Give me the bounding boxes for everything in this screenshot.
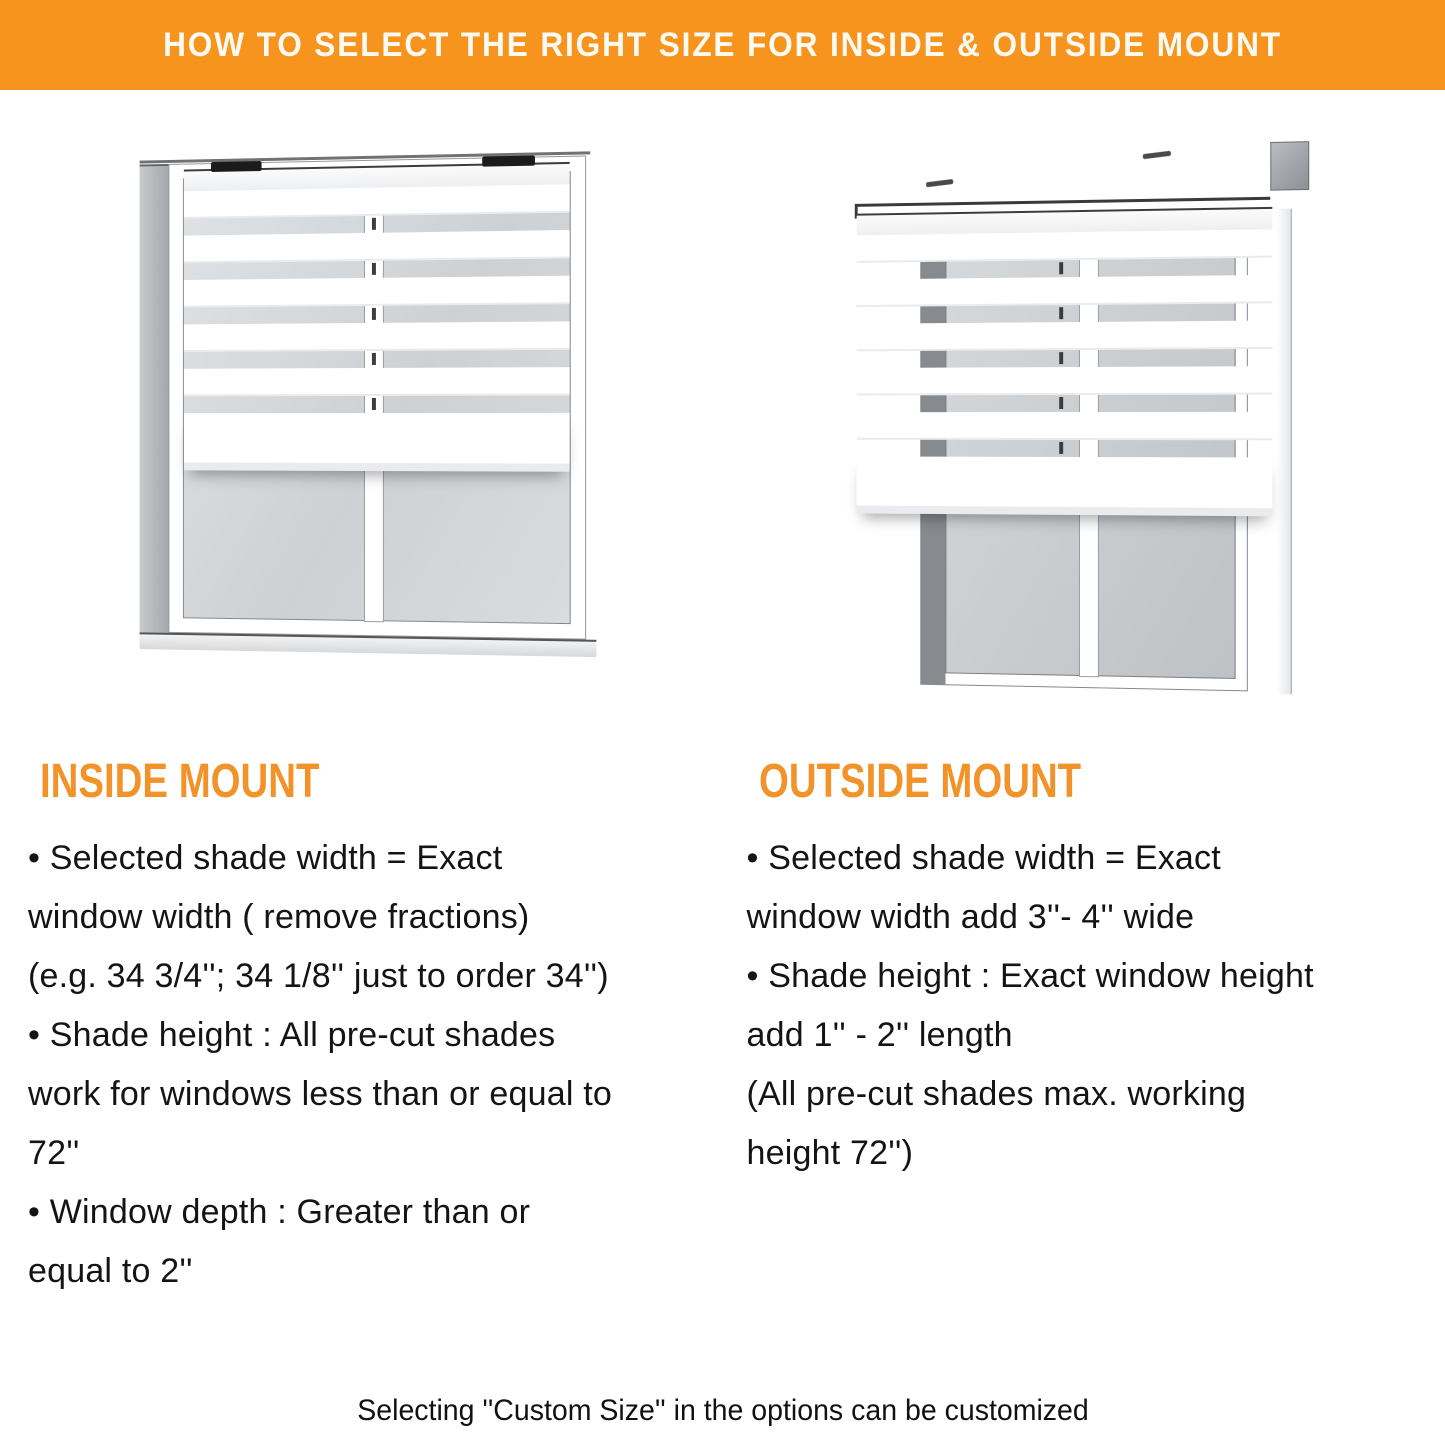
wall-mark <box>926 179 954 187</box>
shade-fabric-stripes <box>856 229 1272 457</box>
instruction-line: window width ( remove fractions) <box>28 898 530 936</box>
inside-mount-illustration <box>128 134 598 714</box>
zebra-shade <box>856 207 1272 511</box>
instruction-line: equal to 2'' <box>28 1252 193 1290</box>
instruction-line: • Shade height : All pre-cut shades <box>28 1016 556 1054</box>
outside-mount-instructions <box>747 829 1418 1183</box>
instruction-line: 72'' <box>28 1134 80 1172</box>
window-right-frame <box>1276 209 1290 695</box>
instruction-line: • Shade height : Exact window height <box>746 957 1314 995</box>
inside-mount-heading: INSIDE MOUNT <box>40 755 320 808</box>
shade-fabric-stripes <box>184 184 570 413</box>
instruction-line: work for windows less than or equal to <box>28 1075 612 1113</box>
footer-note-row <box>0 1394 1445 1432</box>
shade-bottom-rail <box>184 413 570 472</box>
outside-mount-section <box>747 116 1418 1301</box>
wall-mark <box>1142 151 1170 160</box>
outside-mount-illustration <box>847 134 1317 714</box>
instruction-line: height 72'') <box>746 1134 914 1172</box>
shade-bottom-rail <box>856 456 1272 516</box>
mounting-bracket <box>211 161 262 172</box>
instruction-line: (e.g. 34 3/4''; 34 1/8'' just to order 34'') <box>28 957 609 995</box>
footer-note: Selecting ''Custom Size'' in the options can be customized <box>356 1394 1089 1427</box>
fabric-center-seam <box>372 188 376 413</box>
wall-bracket <box>1270 141 1309 191</box>
instruction-line: window width add 3''- 4'' wide <box>746 898 1195 936</box>
mounting-rail <box>855 197 1271 207</box>
window-side-jamb <box>140 164 169 635</box>
content-columns <box>0 116 1445 1301</box>
inside-mount-figure <box>28 116 699 738</box>
fabric-center-seam <box>1059 232 1063 457</box>
inside-mount-section <box>28 116 699 1301</box>
page-title: HOW TO SELECT THE RIGHT SIZE FOR INSIDE & OUTSIDE MOUNT <box>163 25 1282 64</box>
instruction-line: • Window depth : Greater than or <box>28 1193 531 1231</box>
outside-mount-figure <box>747 116 1418 738</box>
instruction-line: add 1'' - 2'' length <box>746 1016 1013 1054</box>
outside-mount-heading: OUTSIDE MOUNT <box>758 755 1081 808</box>
mounting-bracket <box>482 156 535 167</box>
zebra-shade <box>184 162 570 467</box>
instruction-line: (All pre-cut shades max. working <box>746 1075 1247 1113</box>
instruction-line: • Selected shade width = Exact <box>28 839 503 877</box>
header-banner <box>0 0 1445 90</box>
inside-mount-instructions <box>28 829 699 1301</box>
instruction-line: • Selected shade width = Exact <box>746 839 1221 877</box>
